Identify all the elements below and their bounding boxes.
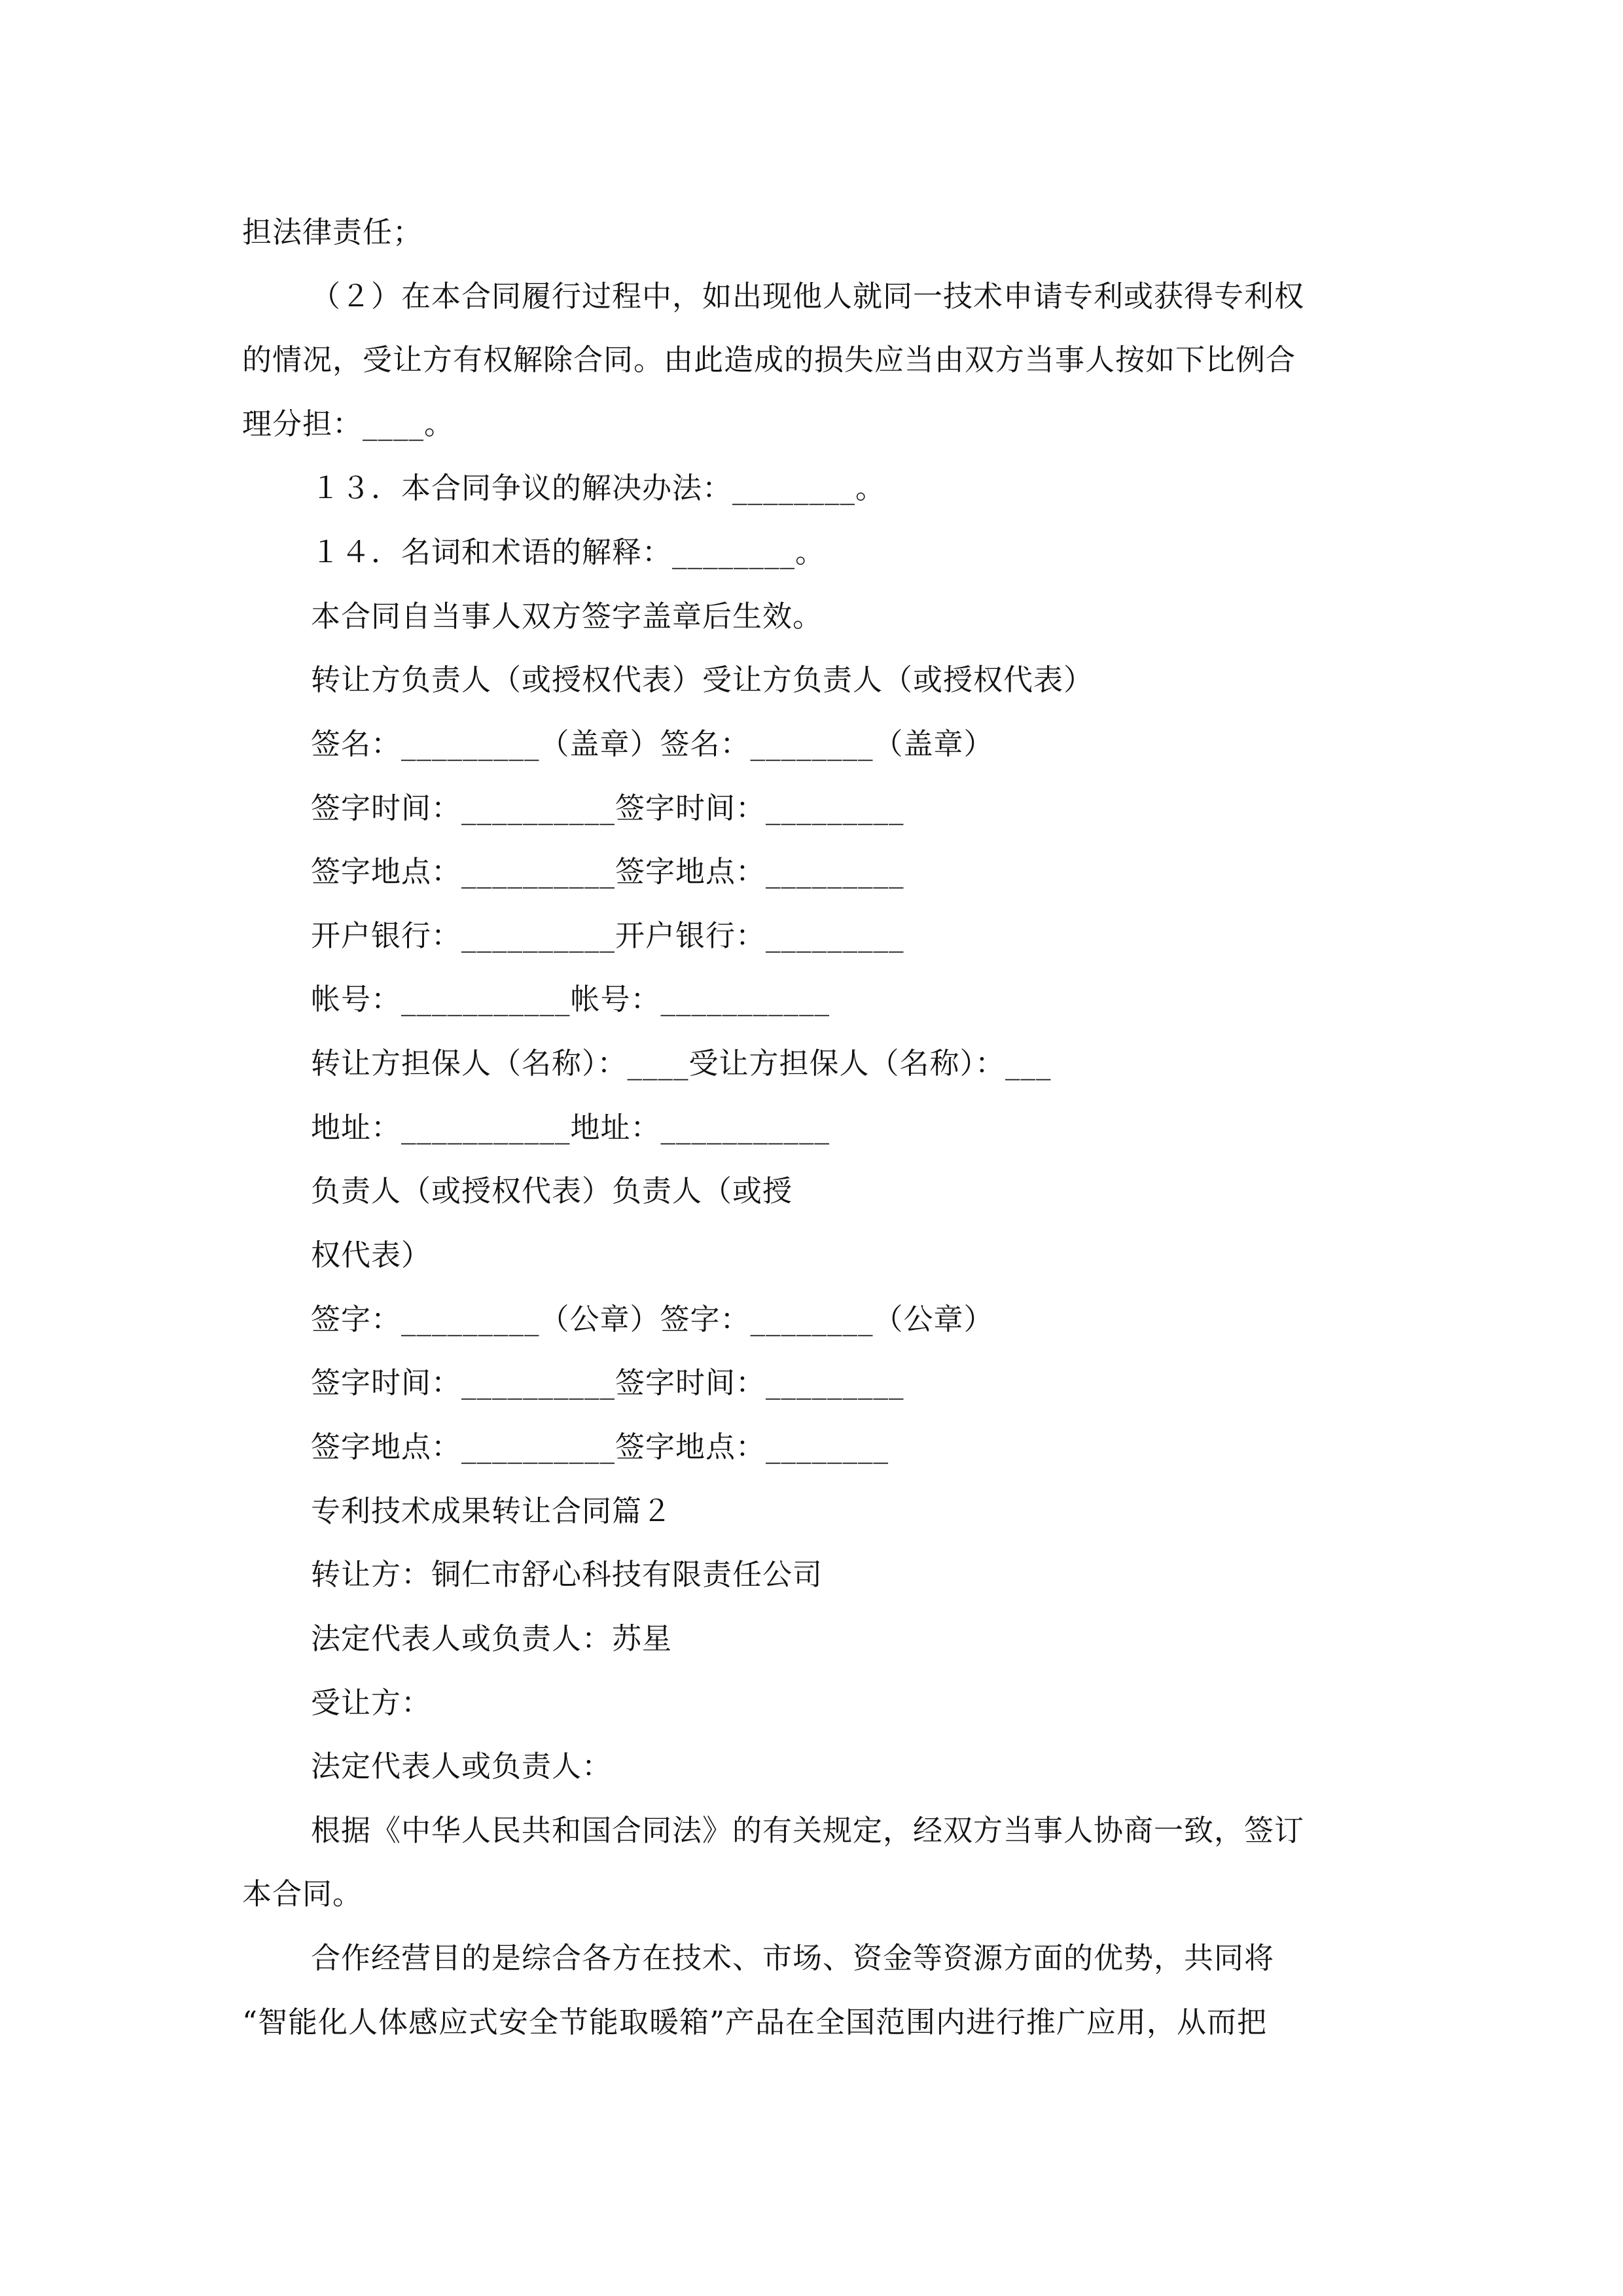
text-line: 的情况，受让方有权解除合同。由此造成的损失应当由双方当事人按如下比例合 [242,342,1296,377]
text-line: 权代表） [311,1238,432,1272]
text-line: １４．名词和术语的解释：________。 [311,535,826,569]
text-line: 转让方担保人（名称）：____受让方担保人（名称）：___ [311,1046,1052,1081]
text-line: 转让方：铜仁市舒心科技有限责任公司 [311,1557,823,1592]
text-line: 签字时间：__________签字时间：_________ [311,791,904,825]
text-line: 合作经营目的是综合各方在技术、市场、资金等资源方面的优势，共同将 [311,1941,1275,1975]
text-line: 签字地点：__________签字地点：_________ [311,854,904,889]
text-line: （２）在本合同履行过程中，如出现他人就同一技术申请专利或获得专利权 [311,279,1305,314]
text-line: 签字地点：__________签字地点：________ [311,1429,889,1464]
text-line: 根据《中华人民共和国合同法》的有关规定，经双方当事人协商一致，签订 [311,1813,1305,1848]
text-line: 负责人（或授权代表）负责人（或授 [311,1174,793,1208]
text-line: 法定代表人或负责人： [311,1749,613,1784]
text-line: １３．本合同争议的解决办法：________。 [311,471,886,505]
text-line: 帐号：___________帐号：___________ [311,982,830,1016]
text-line: “智能化人体感应式安全节能取暖箱”产品在全国范围内进行推广应用，从而把 [242,2005,1268,2039]
text-line: 签字时间：__________签字时间：_________ [311,1365,904,1400]
text-line: 担法律责任； [242,215,423,249]
text-line: 签字：_________（公章）签字：________（公章） [311,1302,994,1336]
text-line: 地址：___________地址：___________ [311,1110,830,1145]
text-line: 本合同。 [242,1876,363,1911]
text-line: 受让方： [311,1685,432,1720]
section-title: 专利技术成果转让合同篇２ [311,1494,673,1528]
text-line: 签名：_________（盖章）签名：________（盖章） [311,726,994,761]
text-line: 开户银行：__________开户银行：_________ [311,918,904,953]
text-line: 本合同自当事人双方签字盖章后生效。 [311,599,823,634]
text-line: 转让方负责人（或授权代表）受让方负责人（或授权代表） [311,662,1094,697]
text-line: 理分担：____。 [242,406,455,441]
text-line: 法定代表人或负责人：苏星 [311,1621,673,1656]
